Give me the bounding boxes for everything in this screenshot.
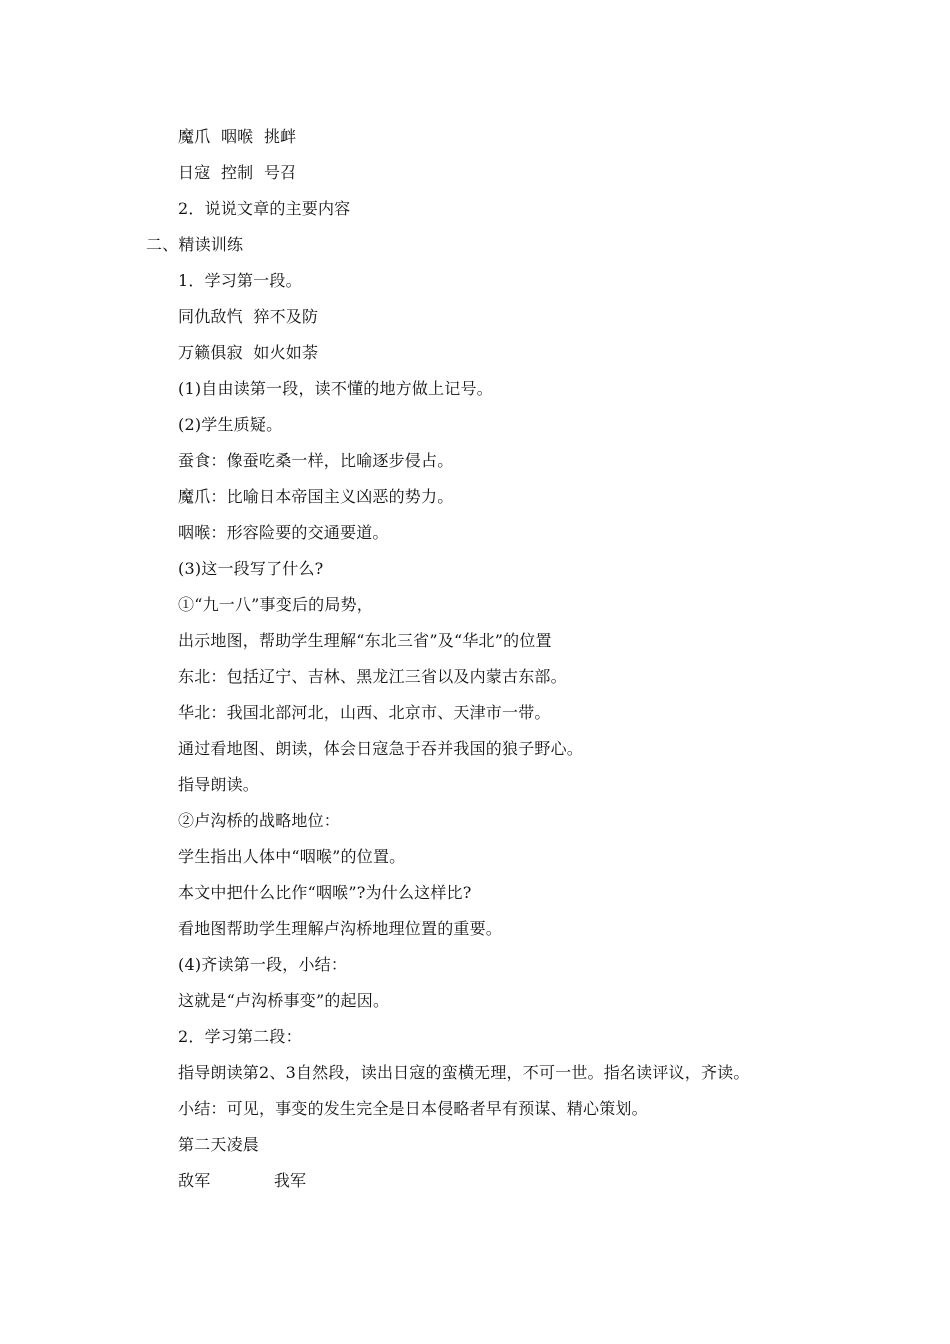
definition-mozhua: 魔爪：比喻日本帝国主义凶恶的势力。 <box>178 487 454 506</box>
vocab-line-2: 日寇 控制 号召 <box>178 163 297 182</box>
instruction-map-bridge: 看地图帮助学生理解卢沟桥地理位置的重要。 <box>178 919 503 938</box>
question-paragraph-content: (3)这一段写了什么? <box>178 559 324 578</box>
vocab-line-4: 万籁俱寂 如火如荼 <box>178 343 319 362</box>
definition-cansi: 蚕食：像蚕吃桑一样，比喻逐步侵占。 <box>178 451 454 470</box>
summary-incident-cause: 这就是“卢沟桥事变”的起因。 <box>178 991 390 1010</box>
instruction-guided-reading: 指导朗读。 <box>178 775 260 794</box>
instruction-read-together: (4)齐读第一段，小结： <box>178 955 348 974</box>
section-heading-intensive-reading: 二、精读训练 <box>146 235 244 254</box>
instruction-throat-position: 学生指出人体中“咽喉”的位置。 <box>178 847 406 866</box>
step-study-paragraph-2: 2．学习第二段： <box>178 1027 302 1046</box>
instruction-free-reading: (1)自由读第一段，读不懂的地方做上记号。 <box>178 379 493 398</box>
instruction-show-map: 出示地图，帮助学生理解“东北三省”及“华北”的位置 <box>178 631 552 650</box>
point-918-situation: ①“九一八”事变后的局势， <box>178 595 373 614</box>
vocab-line-3: 同仇敌忾 猝不及防 <box>178 307 319 326</box>
instruction-student-questions: (2)学生质疑。 <box>178 415 283 434</box>
definition-northeast: 东北：包括辽宁、吉林、黑龙江三省以及内蒙古东部。 <box>178 667 567 686</box>
label-enemy-vs-our-army: 敌军 我军 <box>178 1171 307 1190</box>
question-throat-metaphor: 本文中把什么比作“咽喉”?为什么这样比? <box>178 883 472 902</box>
vocab-line-1: 魔爪 咽喉 挑衅 <box>178 127 297 146</box>
point-bridge-strategic-position: ②卢沟桥的战略地位： <box>178 811 341 830</box>
summary-premeditated: 小结：可见，事变的发生完全是日本侵略者早有预谋、精心策划。 <box>178 1099 648 1118</box>
definition-north-china: 华北：我国北部河北，山西、北京市、天津市一带。 <box>178 703 551 722</box>
label-next-morning: 第二天凌晨 <box>178 1135 260 1154</box>
task-main-content: 2．说说文章的主要内容 <box>178 199 351 218</box>
instruction-reading-paragraphs: 指导朗读第2、3自然段，读出日寇的蛮横无理，不可一世。指名读评议，齐读。 <box>178 1063 750 1082</box>
step-study-paragraph-1: 1．学习第一段。 <box>178 271 302 290</box>
definition-yanhou: 咽喉：形容险要的交通要道。 <box>178 523 389 542</box>
instruction-map-reading: 通过看地图、朗读，体会日寇急于吞并我国的狼子野心。 <box>178 739 584 758</box>
